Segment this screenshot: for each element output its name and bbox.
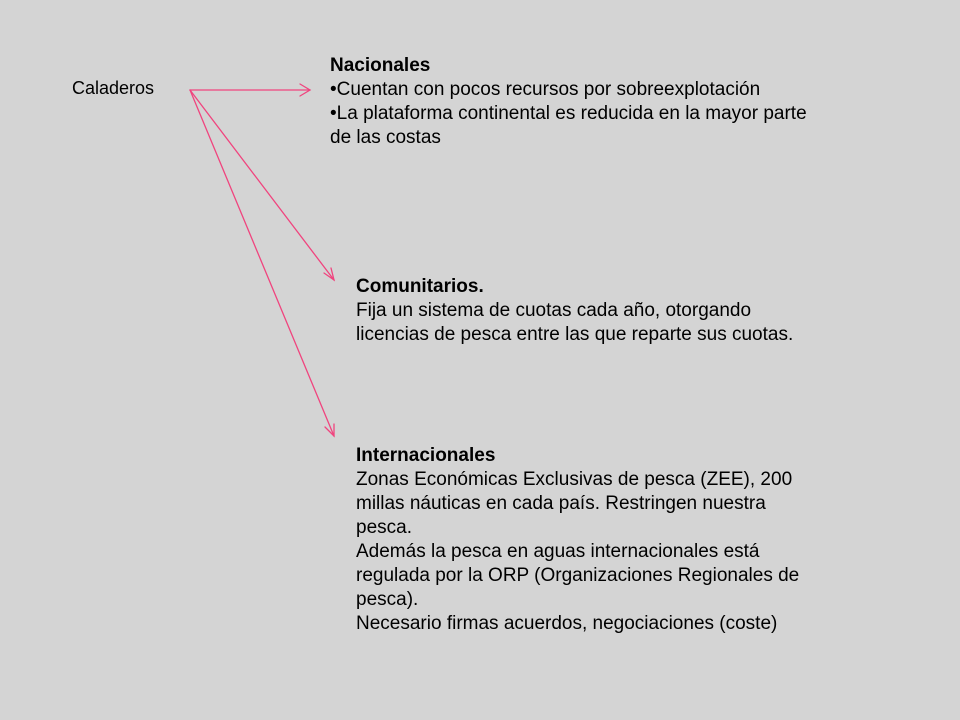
node-internacionales-line: millas náuticas en cada país. Restringen nuestra bbox=[356, 493, 766, 514]
node-comunitarios-line: licencias de pesca entre las que reparte sus cuotas. bbox=[356, 324, 794, 345]
node-internacionales-line: regulada por la ORP (Organizaciones Regionales de bbox=[356, 565, 800, 586]
node-internacionales-line: Además la pesca en aguas internacionales está bbox=[356, 541, 760, 562]
node-nacionales-line: •Cuentan con pocos recursos por sobreexplotación bbox=[330, 79, 761, 100]
node-internacionales bbox=[356, 444, 946, 636]
node-internacionales-line: Necesario firmas acuerdos, negociaciones (coste) bbox=[356, 613, 778, 634]
node-nacionales-line: •La plataforma continental es reducida en la mayor parte bbox=[330, 103, 807, 124]
node-internacionales-line: pesca. bbox=[356, 517, 412, 538]
node-internacionales-line: pesca). bbox=[356, 589, 419, 610]
node-nacionales-heading: Nacionales bbox=[330, 55, 431, 76]
node-comunitarios-heading: Comunitarios. bbox=[356, 276, 484, 297]
node-internacionales-line: Zonas Económicas Exclusivas de pesca (ZEE), 200 bbox=[356, 469, 793, 490]
arrow-to-comunitarios bbox=[190, 90, 334, 280]
node-nacionales-line: de las costas bbox=[330, 127, 441, 148]
node-nacionales bbox=[330, 54, 950, 150]
node-internacionales-heading: Internacionales bbox=[356, 445, 496, 466]
node-comunitarios-line: Fija un sistema de cuotas cada año, otorgando bbox=[356, 300, 752, 321]
arrow-to-nacionales bbox=[190, 84, 310, 96]
arrow-to-internacionales bbox=[190, 90, 334, 436]
root-label-caladeros: Caladeros bbox=[72, 78, 155, 98]
node-comunitarios bbox=[356, 275, 946, 347]
